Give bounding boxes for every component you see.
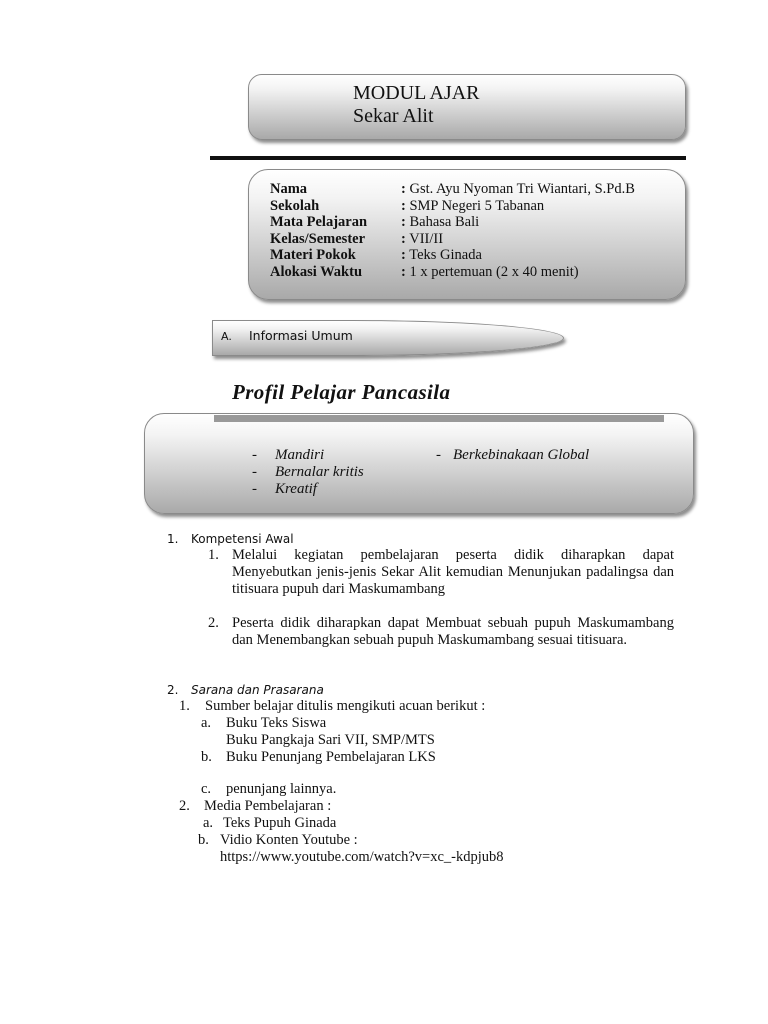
sarana-subitem-line: Buku Pangkaja Sari VII, SMP/MTS bbox=[226, 732, 435, 748]
sarana-item: 2. Media Pembelajaran : bbox=[179, 798, 332, 814]
identity-label: Alokasi Waktu bbox=[270, 263, 363, 280]
identity-value: Teks Ginada bbox=[409, 247, 482, 263]
module-title-line1: MODUL AJAR bbox=[353, 82, 480, 104]
identity-row: Nama : Gst. Ayu Nyoman Tri Wiantari, S.Pd.B bbox=[270, 181, 635, 197]
identity-label: Materi Pokok bbox=[270, 247, 356, 263]
identity-label: Mata Pelajaran bbox=[270, 214, 368, 230]
identity-label: Sekolah bbox=[270, 197, 320, 214]
identity-row: Materi Pokok : Teks Ginada bbox=[270, 247, 482, 263]
identity-label: Kelas/Semester bbox=[270, 230, 366, 247]
profil-item: - Kreatif bbox=[252, 481, 317, 497]
identity-label: Nama bbox=[270, 181, 308, 197]
sarana-subitem: b. Buku Penunjang Pembelajaran LKS bbox=[201, 749, 436, 765]
section-a-number: A. bbox=[221, 330, 232, 343]
module-title-line2: Sekar Alit bbox=[353, 105, 434, 127]
sarana-item: 1. Sumber belajar ditulis mengikuti acuan berikut : bbox=[179, 698, 486, 714]
profil-item: - Berkebinakaan Global bbox=[436, 447, 590, 463]
section-a-heading bbox=[221, 328, 353, 343]
identity-row: Alokasi Waktu : 1 x pertemuan (2 x 40 menit) bbox=[270, 263, 579, 280]
kompetensi-item: 1. Melalui kegiatan pembelajaran peserta didik diharapkan dapat Menyebutkan jenis-jenis Sekar Alit kemudian Menunjukan padalingsa dan titisuara pupuh dari Maskumambang bbox=[208, 547, 674, 597]
youtube-link[interactable]: https://www.youtube.com/watch?v=xc_-kdpjub8 bbox=[220, 849, 504, 865]
sarana-subitem: c. penunjang lainnya. bbox=[201, 781, 337, 797]
section-a-title: Informasi Umum bbox=[249, 328, 353, 343]
identity-value: 1 x pertemuan (2 x 40 menit) bbox=[409, 263, 579, 280]
sarana-heading: 2. Sarana dan Prasarana bbox=[167, 683, 324, 697]
profil-box bbox=[144, 413, 694, 514]
profil-title: Profil Pelajar Pancasila bbox=[232, 380, 451, 404]
identity-value: Bahasa Bali bbox=[409, 214, 480, 230]
identity-value: VII/II bbox=[409, 230, 444, 247]
sarana-subitem: a. Buku Teks Siswa bbox=[201, 715, 327, 731]
media-item: b. Vidio Konten Youtube : bbox=[198, 832, 358, 848]
kompetensi-item: 2. Peserta didik diharapkan dapat Membuat sebuah pupuh Maskumambang dan Menembangkan sebuah pupuh Maskumambang sesuai titisuara. bbox=[208, 615, 674, 648]
module-title bbox=[353, 82, 480, 128]
divider-rule bbox=[210, 156, 686, 160]
media-item: a. Teks Pupuh Ginada bbox=[203, 815, 337, 831]
identity-row: Sekolah : SMP Negeri 5 Tabanan bbox=[270, 197, 545, 214]
identity-row: Mata Pelajaran : Bahasa Bali bbox=[270, 214, 480, 230]
identity-row: Kelas/Semester : VII/II bbox=[270, 230, 444, 247]
identity-value: SMP Negeri 5 Tabanan bbox=[409, 197, 545, 214]
profil-box-bar bbox=[214, 415, 664, 422]
kompetensi-heading: 1. Kompetensi Awal bbox=[167, 532, 294, 546]
profil-item: - Mandiri bbox=[252, 447, 325, 463]
profil-item: - Bernalar kritis bbox=[252, 464, 364, 480]
identity-value: Gst. Ayu Nyoman Tri Wiantari, S.Pd.B bbox=[409, 181, 635, 197]
